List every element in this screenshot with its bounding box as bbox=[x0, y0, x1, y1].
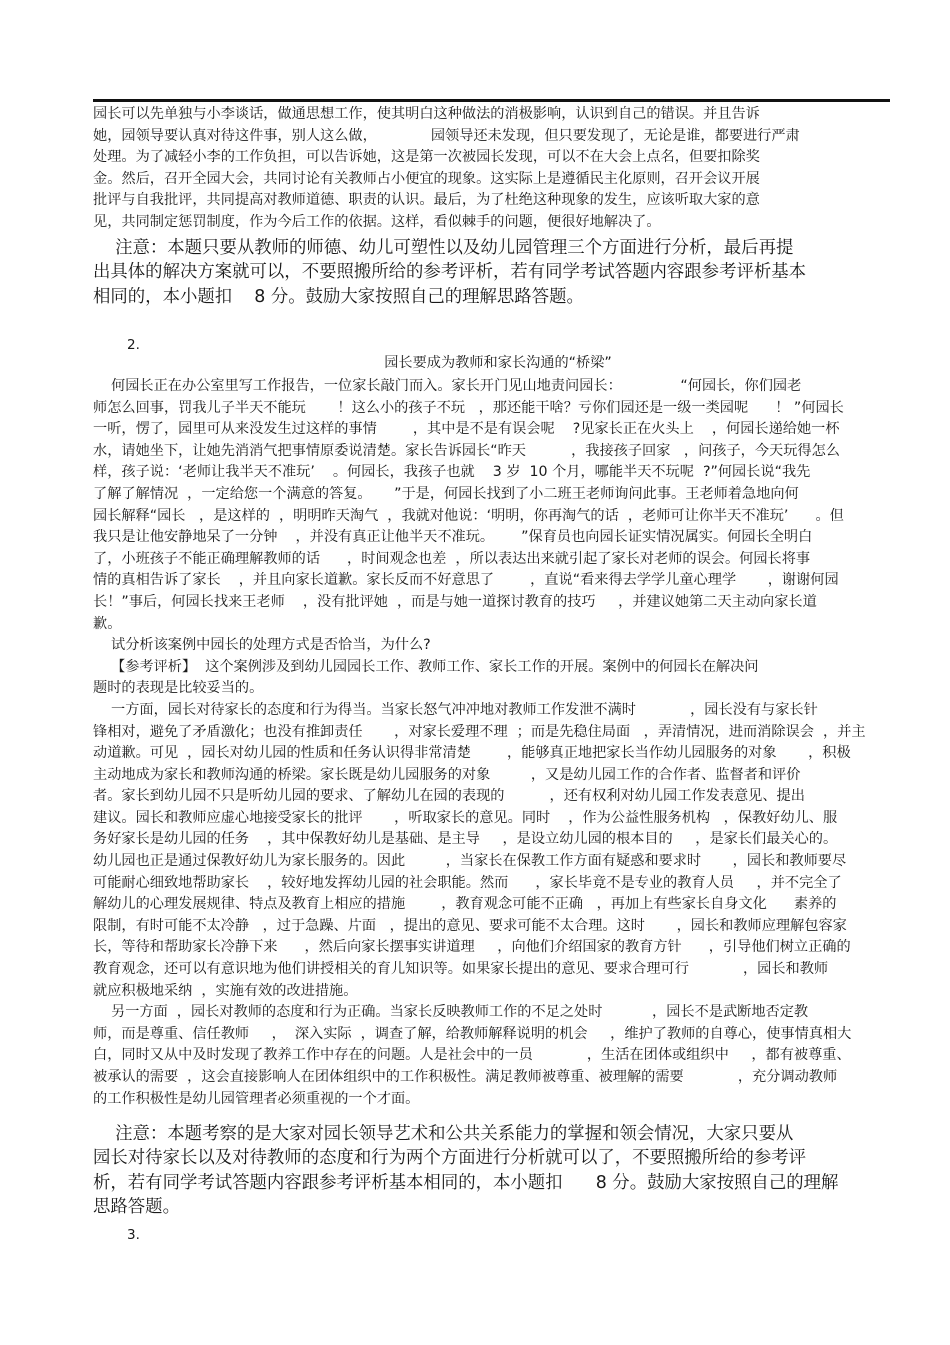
text-line: 解幼儿的心理发展规律、特点及教育上相应的措施 ，教育观念可能不正确 ，再加上有些家长自身文化 素养的 bbox=[93, 896, 837, 913]
note-line: 思路答题。 bbox=[93, 1197, 180, 1218]
text-line: 就应积极地采纳 ，实施有效的改进措施。 bbox=[93, 982, 358, 999]
text-line: 情的真相告诉了家长 ，并且向家长道歉。家长反而不好意思了 ，直说“看来得去学学儿童心理学 ，谢谢何园 bbox=[93, 572, 839, 589]
text-line: 的工作积极性是幼儿园管理者必须重视的一个才面。 bbox=[93, 1090, 420, 1107]
text-line: 何园长正在办公室里写工作报告，一位家长敲门而入。家长开门见山地责问园长： “何园长，你们园老 bbox=[93, 378, 802, 394]
text-line: 了解了解情况 ，一定给您一个满意的答复。 ”于是，何园长找到了小二班王老师询问此事。王老师着急地向何 bbox=[93, 485, 799, 502]
reference-line: 【参考评析】 这个案例涉及到幼儿园园长工作、教师工作、家长工作的开展。案例中的何园长在解决问 bbox=[93, 658, 759, 675]
section2-case-body bbox=[93, 376, 883, 1110]
text-line: 另一方面 ，园长对教师的态度和行为正确。当家长反映教师工作的不足之处时 ，园长不是武断地否定教 bbox=[93, 1004, 809, 1021]
case-title: 园长要成为教师和家长沟通的“桥梁” bbox=[384, 355, 612, 371]
text-line: 被承认的需要 ，这会直接影响人在团体组织中的工作积极性。满足教师被尊重、被理解的需要 ，充分调动教师 bbox=[93, 1069, 838, 1085]
text-line: 一听，愣了，园里可从来没发生过这样的事情 ，其中是不是有误会呢 ?见家长正在火头上 ，何园长递给她一杯 bbox=[93, 421, 840, 438]
text-line: 样，孩子说：‘老师让我半天不准玩’ 。何园长，我孩子也就 3 岁 10 个月，哪能半天不玩呢 ?”何园长说“我先 bbox=[93, 464, 811, 481]
note-line: 相同的，本小题扣 8 分。鼓励大家按照自己的理解思路答题。 bbox=[93, 286, 584, 307]
text-line: 限制，有时可能不太冷静 ，过于急躁、片面 ，提出的意见、要求可能不太合理。这时 ，园长和教师应理解包容家 bbox=[93, 917, 847, 934]
section1-note bbox=[93, 236, 883, 309]
note-line: 出具体的解决方案就可以，不要照搬所给的参考评析，若有同学考试答题内容跟参考评析基本 bbox=[93, 262, 807, 283]
text-line: 批评与自我批评，共同提高对教师道德、职责的认识。最后，为了杜绝这种现象的发生，应该听取大家的意 bbox=[93, 192, 760, 209]
text-line: 务好家长是幼儿园的任务 ，其中保教好幼儿是基础、是主导 ，是设立幼儿园的根本目的 ，是家长们最关心的。 bbox=[93, 831, 838, 848]
text-line: 锋相对，避免了矛盾激化；也没有推卸责任 ，对家长爱理不理 ；而是先稳住局面 ，弄清情况，进而消除误会 ，并主 bbox=[93, 723, 866, 740]
text-line: 可能耐心细致地帮助家长 ，较好地发挥幼儿园的社会职能。然而 ，家长毕竟不是专业的教育人员 ，并不完全了 bbox=[93, 874, 842, 891]
question-line: 试分析该案例中园长的处理方式是否恰当，为什么? bbox=[93, 637, 431, 654]
top-divider bbox=[93, 99, 890, 102]
text-line: 师，而是尊重、信任教师 ， 深入实际 ，调查了解，给教师解释说明的机会 ，维护了教师的自尊心，使事情真相大 bbox=[93, 1025, 852, 1042]
text-line: 她，园领导要认真对待这件事，别人这么做， 园领导还未发现，但只要发现了，无论是谁，都要进行严肃 bbox=[93, 127, 800, 144]
reference-line: 题时的表现是比较妥当的。 bbox=[93, 680, 264, 697]
note-line: 注意：本题考察的是大家对园长领导艺术和公共关系能力的掌握和领会情况，大家只要从 bbox=[93, 1124, 794, 1144]
text-line: 金。然后，召开全园大会，共同讨论有关教师占小便宜的现象。这实际上是遵循民主化原则，召开会议开展 bbox=[93, 170, 760, 187]
text-line: 建议。园长和教师应虚心地接受家长的批评 ，听取家长的意见。同时 ，作为公益性服务机构 ，保教好幼儿、服 bbox=[93, 809, 838, 826]
section3-number: 3. bbox=[127, 1227, 140, 1243]
text-line: 见，共同制定惩罚制度，作为今后工作的依据。这样，看似棘手的问题，便很好地解决了。 bbox=[93, 213, 661, 230]
section2-note bbox=[93, 1122, 883, 1220]
text-line: 园长解释“园长 ，是这样的 ，明明昨天淘气 ，我就对他说：‘明明，你再淘气的话 ，老师可让你半天不准玩’ 。但 bbox=[93, 507, 844, 524]
text-line: 主动地成为家长和教师沟通的桥梁。家长既是幼儿园服务的对象 ，又是幼儿园工作的合作者、监督者和评价 bbox=[93, 766, 801, 783]
text-line: 教育观念，还可以有意识地为他们讲授相关的育儿知识等。如果家长提出的意见、要求合理可行 ，园长和教师 bbox=[93, 961, 829, 978]
section1-analysis bbox=[93, 104, 883, 234]
text-line: 幼儿园也正是通过保教好幼儿为家长服务的。因此 ，当家长在保教工作方面有疑惑和要求时 ，园长和教师要尽 bbox=[93, 853, 847, 870]
text-line: 歉。 bbox=[93, 615, 122, 632]
text-line: 师怎么回事，罚我儿子半天不能玩 ！这么小的孩子不玩 ，那还能干啥？亏你们园还是一级一类园呢 ！ ”何园长 bbox=[93, 399, 844, 416]
text-line: 水，请她坐下，让她先消消气把事情原委说清楚。家长告诉园长“昨天 ，我接孩子回家 ，问孩子，今天玩得怎么 bbox=[93, 442, 840, 459]
text-line: 白，同时又从中及时发现了教养工作中存在的问题。人是社会中的一员 ，生活在团体或组织中 ，都有被尊重、 bbox=[93, 1047, 851, 1064]
text-line: 者。家长到幼儿园不只是听幼儿园的要求、了解幼儿在园的表现的 ，还有权利对幼儿园工作发表意见、提出 bbox=[93, 788, 805, 805]
text-line: 我只是让他安静地呆了一分钟 ，并没有真正让他半天不准玩。 ”保育员也向园长证实情况属实。何园长全明白 bbox=[93, 529, 813, 546]
text-line: 动道歉。可见 ，园长对幼儿园的性质和任务认识得非常清楚 ，能够真正地把家长当作幼儿园服务的对象 ，积极 bbox=[93, 745, 851, 762]
text-line: 园长可以先单独与小李谈话，做通思想工作，使其明白这种做法的消极影响，认识到自己的错误。并且告诉 bbox=[93, 106, 760, 122]
text-line: 处理。为了减轻小李的工作负担，可以告诉她，这是第一次被园长发现，可以不在大会上点名，但要扣除奖 bbox=[93, 149, 760, 166]
note-line: 园长对待家长以及对待教师的态度和行为两个方面进行分析就可以了，不要照搬所给的参考评 bbox=[93, 1148, 807, 1169]
text-line: 长，等待和帮助家长冷静下来 ，然后向家长摆事实讲道理 ，向他们介绍国家的教育方针 ，引导他们树立正确的 bbox=[93, 939, 851, 956]
note-line: 注意：本题只要从教师的师德、幼儿可塑性以及幼儿园管理三个方面进行分析，最后再提 bbox=[93, 238, 794, 258]
text-line: 长！”事后，何园长找来王老师 ，没有批评她 ，而是与她一道探讨教育的技巧 ，并建议她第二天主动向家长道 bbox=[93, 593, 817, 610]
text-line: 了，小班孩子不能正确理解教师的话 ，时间观念也差 ，所以表达出来就引起了家长对老师的误会。何园长将事 bbox=[93, 550, 811, 567]
text-line: 一方面，园长对待家长的态度和行为得当。当家长怒气冲冲地对教师工作发泄不满时 ，园长没有与家长针 bbox=[93, 701, 818, 718]
note-line: 析，若有同学考试答题内容跟参考评析基本相同的，本小题扣 8 分。鼓励大家按照自己的理解 bbox=[93, 1172, 839, 1193]
section2-number: 2. bbox=[127, 337, 140, 353]
